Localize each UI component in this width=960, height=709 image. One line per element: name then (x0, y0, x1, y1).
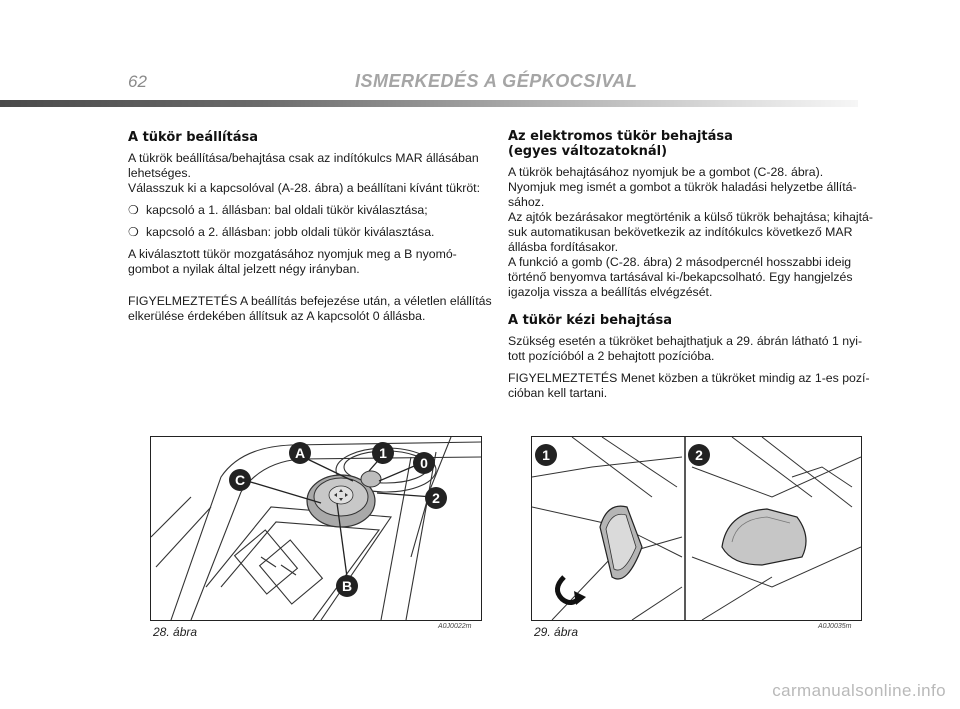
text-line: elkerülése érdekében állítsuk az A kapcsolót 0 állásba. (128, 309, 426, 323)
header-rule (0, 100, 858, 107)
callout-1: 1 (372, 442, 394, 464)
text-line: tott pozícióból a 2 behajtott pozícióba. (508, 349, 715, 363)
watermark: carmanualsonline.info (772, 681, 946, 700)
callout-2: 2 (425, 487, 447, 509)
text-line: Válasszuk ki a kapcsolóval (A-28. ábra) a beállítani kívánt tükröt: (128, 181, 480, 195)
heading-line: Az elektromos tükör behajtása (508, 129, 733, 144)
left-column (128, 130, 498, 331)
text-line: A tükrök behajtásához nyomjuk be a gombot (C-28. ábra). (508, 165, 824, 179)
paragraph (128, 247, 498, 277)
text-line: cióban kell tartani. (508, 386, 608, 400)
text-line: A kiválasztott tükör mozgatásához nyomjuk meg a B nyomó- (128, 247, 457, 261)
text-line: igazolja vissza a beállítás elvégzését. (508, 285, 713, 299)
text-line: A funkció a gomb (C-28. ábra) 2 másodpercnél hosszabbi ideig (508, 255, 852, 269)
text-line: Nyomjuk meg ismét a gombot a tükrök haladási helyzetbe állítá- (508, 180, 857, 194)
paragraph (508, 334, 878, 364)
text-line: lehetséges. (128, 166, 191, 180)
text-line: sához. (508, 195, 545, 209)
text-line: állásba fordításakor. (508, 240, 619, 254)
text-line: FIGYELMEZTETÉS Menet közben a tükröket mindig az 1-es pozí- (508, 371, 870, 385)
list-item-text: kapcsoló a 2. állásban: jobb oldali tükör kiválasztása. (146, 225, 435, 239)
text-line: Az ajtók bezárásakor megtörténik a külső tükrök behajtása; kihajtá- (508, 210, 873, 224)
paragraph (508, 165, 878, 300)
callout-1: 1 (535, 444, 557, 466)
text-line: történő benyomva tartásával ki-/bekapcsolható. Egy hangjelzés (508, 270, 853, 284)
section-heading-manual-fold: A tükör kézi behajtása (508, 313, 672, 328)
text-line: FIGYELMEZTETÉS A beállítás befejezése után, a véletlen elállítás (128, 294, 492, 308)
bullet-icon: ❍ (128, 225, 139, 239)
section-heading-mirror-adjust: A tükör beállítása (128, 130, 258, 145)
figure-29-mirror-fold (531, 436, 862, 621)
figure-28-code: A0J0022m (438, 623, 472, 630)
figure-28-caption: 28. ábra (153, 625, 198, 639)
figure-28-mirror-switch (150, 436, 482, 621)
bullet-icon: ❍ (128, 203, 139, 217)
text-line: gombot a nyilak által jelzett négy irányban. (128, 262, 360, 276)
page-number: 62 (128, 72, 147, 91)
heading-line: (egyes változatoknál) (508, 144, 668, 159)
right-column (508, 129, 878, 408)
callout-A: A (289, 442, 311, 464)
figure-29-caption: 29. ábra (534, 625, 579, 639)
warning-paragraph (128, 294, 498, 324)
list-item (128, 225, 498, 240)
callout-C: C (229, 469, 251, 491)
page-title: ISMERKEDÉS A GÉPKOCSIVAL (355, 71, 638, 91)
paragraph (128, 151, 498, 196)
text-line: A tükrök beállítása/behajtása csak az indítókulcs MAR állásában (128, 151, 479, 165)
warning-paragraph (508, 371, 878, 401)
text-line: Szükség esetén a tükröket behajthatjuk a 29. ábrán látható 1 nyi- (508, 334, 863, 348)
callout-2: 2 (688, 444, 710, 466)
list-item (128, 203, 498, 218)
section-heading-electric-fold (508, 129, 878, 159)
list-item-text: kapcsoló a 1. állásban: bal oldali tükör kiválasztása; (146, 203, 428, 217)
callout-0: 0 (413, 452, 435, 474)
figure-29-code: A0J0035m (818, 623, 852, 630)
callout-B: B (336, 575, 358, 597)
text-line: suk automatikusan bekövetkezik az indítókulcs következő MAR (508, 225, 853, 239)
